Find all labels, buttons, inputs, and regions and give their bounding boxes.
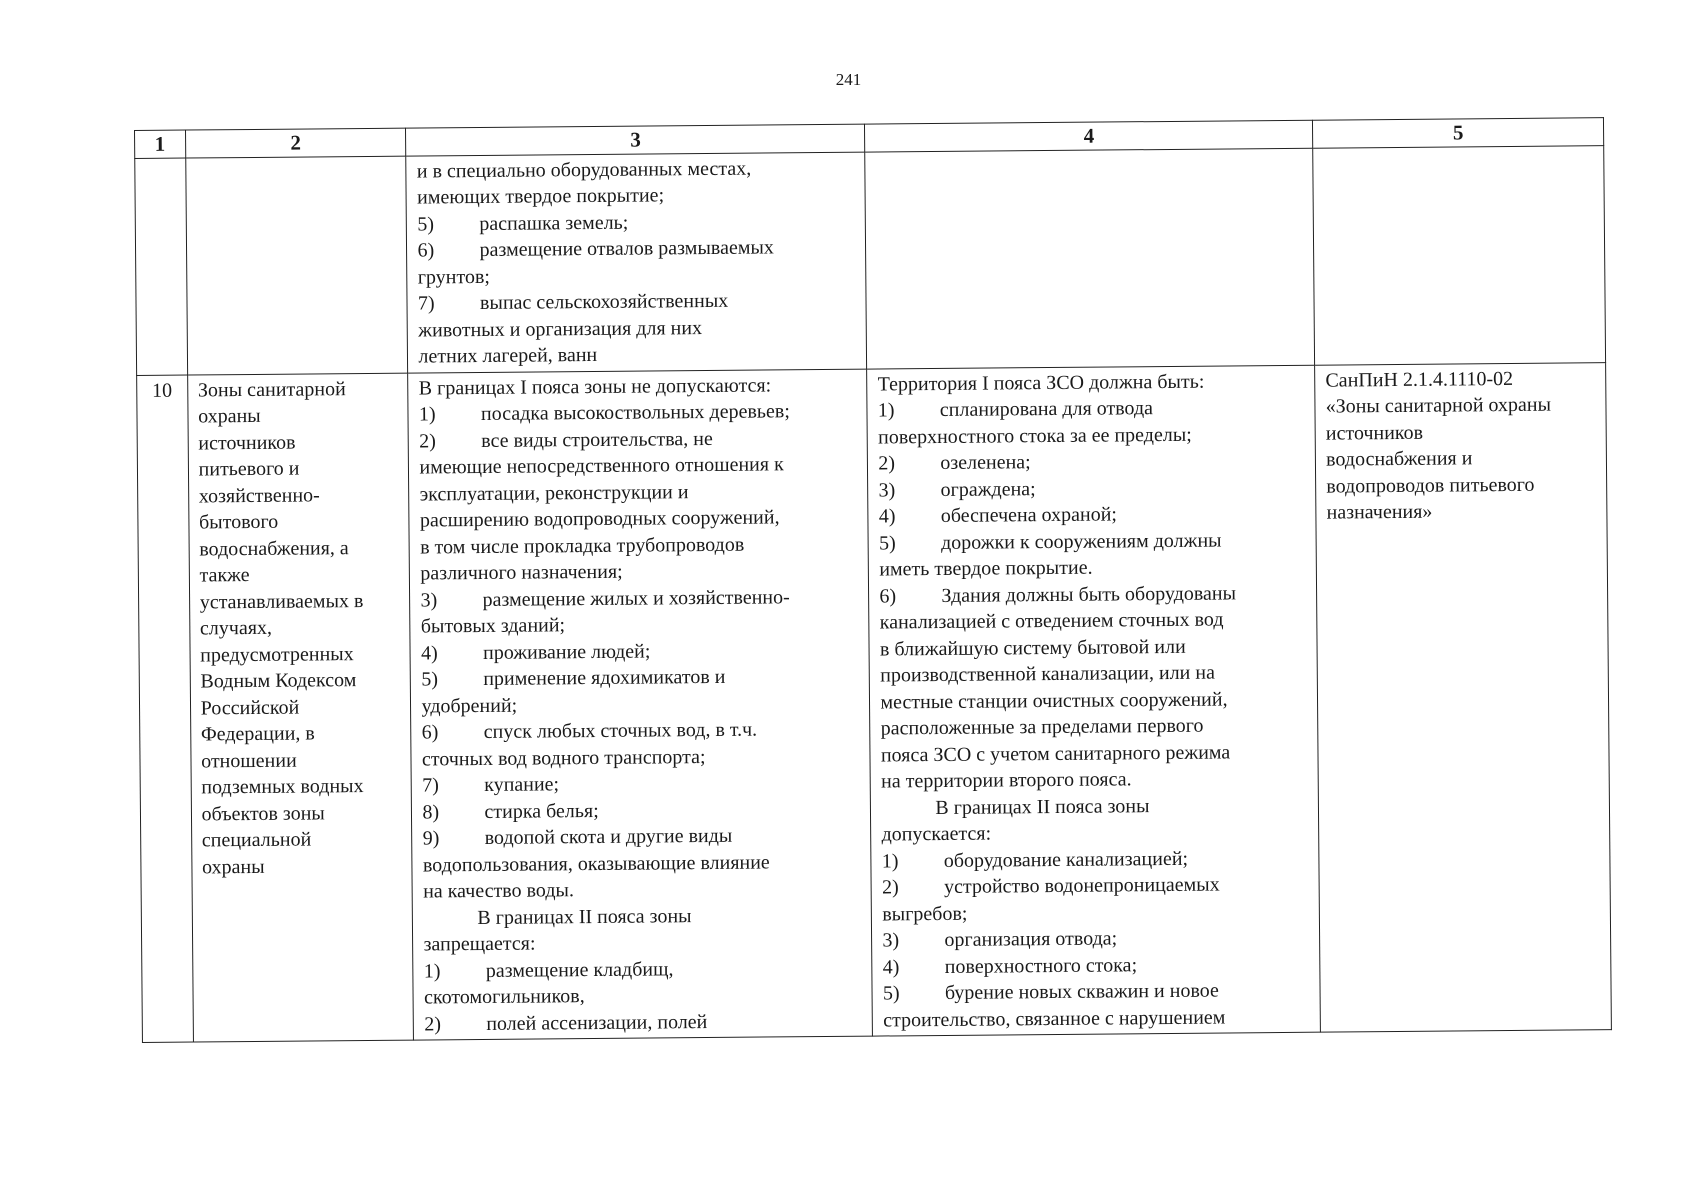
list-item-text: посадка высокоствольных деревьев; [480,400,790,425]
text-line: грунтов; [417,265,490,289]
text-line: животных и организация для них [418,316,703,342]
text-line: источников [198,431,296,454]
list-item [419,398,857,428]
list-item-number: 7) [422,774,439,797]
list-item-text: спуск любых сточных вод, в т.ч. [483,718,758,743]
restrictions-cell [408,369,873,1040]
text-line: водоснабжения и [1326,447,1473,471]
text-line: подземных водных [201,775,364,799]
text-line: удобрений; [421,694,518,718]
list-item-text: бурение новых скважин и новое [944,979,1219,1004]
list-item-text: спланирована для отвода [939,397,1154,421]
text-line: водопользования, оказывающие влияние [422,850,770,877]
text-line: выгребов; [882,902,968,925]
text-line: имеющих твердое покрытие; [416,184,665,209]
table-row-continued [135,145,1606,375]
text-line: иметь твердое покрытие. [879,556,1093,581]
list-item [419,424,857,454]
text-line: пояса ЗСО с учетом санитарного режима [880,740,1231,767]
text-line: поверхностного стока за ее пределы; [878,423,1192,449]
list-item-number: 1) [418,403,436,426]
text-line: Водным Кодексом [200,669,357,693]
list-item [422,769,860,799]
list-item-text: стирка белья; [484,799,599,823]
text-line: на качество воды. [423,879,575,903]
list-item-text: размещение отвалов размываемых [479,236,774,261]
list-item-text: дорожки к сооружениям должны [940,529,1222,554]
list-item [878,473,1305,503]
header-col-5: 5 [1313,118,1604,148]
list-item-text: все виды строительства, не [481,427,713,452]
text-line: строительство, связанное с нарушением [883,1006,1226,1031]
text-line: бытовых зданий; [420,614,566,638]
text-line: охраны [198,404,261,428]
list-item-text: полей ассенизации, полей [486,1010,708,1035]
text-line: объектов зоны [201,801,325,825]
text-line: различного назначения; [420,560,623,585]
text-line: допускается: [881,822,992,846]
header-col-1: 1 [135,130,186,158]
text-line: расположенные за пределами первого [880,714,1204,740]
header-col-3: 3 [406,124,865,156]
text-line: бытового [198,510,279,534]
text-line: канализацией с отведением сточных вод [879,608,1224,634]
list-item [878,394,1305,424]
list-item [420,583,858,613]
row-number-cell [135,158,188,375]
list-item-number: 7) [417,292,435,315]
list-item-text: ограждена; [940,477,1036,501]
list-item-number: 3) [882,929,900,952]
zone-name-cell [187,373,414,1042]
text-line: В границах II пояса зоны [477,904,692,929]
list-item [879,500,1306,530]
list-item [883,950,1310,980]
list-item-number: 5) [878,531,896,555]
list-item-number: 6) [879,584,897,608]
list-item [879,526,1306,556]
list-item [882,871,1309,901]
text-line: устанавливаемых в [199,589,364,613]
list-item-number: 2) [878,452,896,475]
list-item-number: 3) [878,478,896,502]
list-item [421,636,859,666]
text-line: запрещается: [423,932,536,956]
legal-basis-cell [1315,362,1612,1032]
page-number: 241 [835,70,862,89]
list-item-number: 1) [881,849,899,873]
text-line: в том числе прокладка трубопроводов [420,533,745,559]
list-item-text: устройство водонепроницаемых [943,873,1220,898]
text-line: на территории второго пояса. [881,768,1132,793]
list-item [417,207,855,237]
list-item-text: водопой скота и другие виды [484,824,733,849]
list-item-text: размещение жилых и хозяйственно- [482,585,790,611]
list-item [418,287,856,317]
text-line: летних лагерей, ванн [418,343,598,368]
row-number-cell: 10 [137,375,193,1043]
text-line: охраны [201,855,265,878]
list-item-text: организация отвода; [944,927,1118,951]
text-line: В границах II пояса зоны [935,794,1150,819]
text-line: Зоны санитарной [197,377,346,401]
text-line: питьевого и [198,457,300,481]
requirements-cell [867,365,1321,1036]
text-line: расширению водопроводных сооружений, [419,506,780,532]
list-item-text: озеленена; [940,451,1031,474]
legal-basis-cell [1313,145,1606,365]
list-item-text: применение ядохимикатов и [483,665,726,690]
list-item-number: 5) [421,668,439,691]
list-item [882,844,1309,874]
text-line: Федерации, в [200,722,315,746]
list-item-number: 2) [419,429,436,453]
list-item-number: 2) [881,876,899,899]
header-col-4: 4 [865,120,1313,151]
list-item-number: 5) [417,212,435,236]
list-item-text: размещение кладбищ, [485,957,674,982]
regulations-table [134,117,1612,1043]
text-line: В границах I пояса зоны не допускаются: [418,373,772,400]
list-item-text: оборудование канализацией; [943,847,1189,872]
list-item-number: 6) [421,721,439,744]
requirements-cell [865,148,1315,369]
text-line: также [199,564,250,587]
list-item-number: 3) [420,588,438,612]
text-line: отношении [201,749,297,772]
list-item-text: поверхностного стока; [944,953,1138,978]
list-item-number: 8) [422,800,440,824]
text-line: эксплуатации, реконструкции и [419,480,689,506]
list-item-text: Здания должны быть оборудованы [941,581,1237,607]
text-line: специальной [201,828,312,852]
list-item-number: 4) [420,641,438,665]
text-line: водопроводов питьевого [1326,473,1535,498]
list-item-number: 1) [423,959,441,983]
text-line: случаях, [199,616,273,640]
list-item-text: купание; [484,773,560,796]
restrictions-cell [406,152,867,373]
text-line: имеющие непосредственного отношения к [419,453,784,479]
text-line: сточных вод водного транспорта; [421,745,706,771]
list-item [424,954,862,984]
text-line: назначения» [1326,500,1433,524]
list-item [882,924,1309,954]
text-line: в ближайшую систему бытовой или [879,635,1186,661]
list-item-number: 2) [424,1012,442,1036]
list-item [422,795,860,825]
list-item [422,716,860,746]
list-item-number: 9) [422,827,440,850]
list-item-number: 1) [877,399,895,422]
list-item [424,1007,862,1037]
zone-name-cell [185,156,408,375]
header-col-2: 2 [185,128,406,157]
list-item-number: 5) [882,982,900,1005]
text-line: хозяйственно- [198,483,320,507]
text-line: СанПиН 2.1.4.1110-02 [1325,367,1514,392]
text-line: скотомогильников, [423,985,585,1009]
text-line: Российской [200,696,300,719]
list-item-number: 4) [878,505,896,528]
text-line: предусмотренных [200,642,354,666]
text-line: местные станции очистных сооружений, [880,687,1228,714]
list-item [878,447,1305,477]
list-item-text: выпас сельскохозяйственных [479,289,729,314]
list-item [421,663,859,693]
list-item-number: 6) [417,239,435,262]
list-item-text: обеспечена охраной; [940,503,1118,527]
text-line: производственной канализации, или на [880,661,1216,687]
list-item [879,579,1306,609]
text-line: источников [1325,421,1424,445]
text-line: Территория I пояса ЗСО должна быть: [877,370,1205,396]
list-item-text: проживание людей; [482,640,651,664]
list-item [423,822,861,852]
text-line: «Зоны санитарной охраны [1325,393,1552,418]
table-row-10 [137,362,1612,1042]
text-line: и в специально оборудованных местах, [416,157,752,183]
list-item [883,977,1310,1007]
text-line: водоснабжения, а [199,536,349,560]
list-item-number: 4) [882,955,900,978]
list-item [417,234,855,264]
list-item-text: распашка земель; [479,211,629,235]
